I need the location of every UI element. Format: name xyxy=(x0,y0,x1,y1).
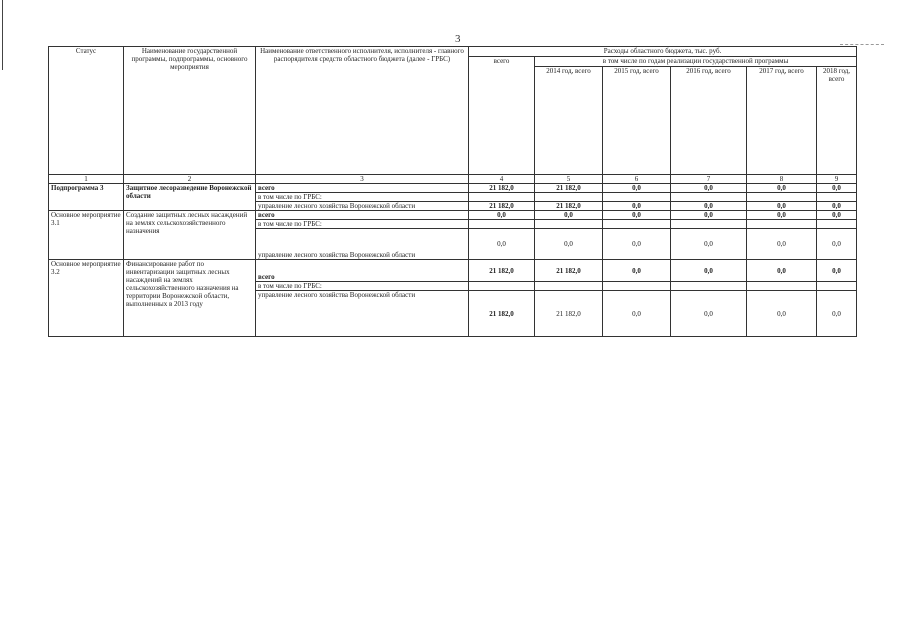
line-label: в том числе по ГРБС: xyxy=(256,193,469,202)
value-cell xyxy=(817,220,857,229)
header-program-name: Наименование государственной программы, подпрограммы, основного мероприятия xyxy=(124,47,256,175)
column-number: 7 xyxy=(671,175,747,184)
value-cell: 0,0 xyxy=(747,184,817,193)
value-cell: 0,0 xyxy=(603,229,671,260)
budget-table xyxy=(48,46,857,337)
value-cell: 0,0 xyxy=(535,229,603,260)
column-number: 2 xyxy=(124,175,256,184)
value-cell xyxy=(671,282,747,291)
value-cell xyxy=(671,220,747,229)
row-status: Основное мероприятие 3.2 xyxy=(49,260,124,337)
header-responsible: Наименование ответственного исполнителя, исполнителя - главного распорядителя средств областного бюджета (далее - ГРБС) xyxy=(256,47,469,175)
row-name: Создание защитных лесных насаждений на землях сельскохозяйственного назначения xyxy=(124,211,256,260)
value-cell: 0,0 xyxy=(747,229,817,260)
value-cell: 0,0 xyxy=(671,291,747,337)
value-cell: 0,0 xyxy=(603,260,671,282)
table-row xyxy=(49,211,857,220)
header-year-2014: 2014 год, всего xyxy=(535,67,603,175)
value-cell xyxy=(469,220,535,229)
line-label: управление лесного хозяйства Воронежской области xyxy=(256,291,469,337)
header-year-2017: 2017 год, всего xyxy=(747,67,817,175)
value-cell xyxy=(747,282,817,291)
column-number: 5 xyxy=(535,175,603,184)
value-cell: 0,0 xyxy=(817,211,857,220)
column-number: 1 xyxy=(49,175,124,184)
value-cell xyxy=(603,220,671,229)
line-label: всего xyxy=(256,211,469,220)
row-status: Подпрограмма 3 xyxy=(49,184,124,211)
value-cell xyxy=(747,193,817,202)
value-cell: 0,0 xyxy=(469,229,535,260)
value-cell: 0,0 xyxy=(603,202,671,211)
header-year-2018: 2018 год, всего xyxy=(817,67,857,175)
value-cell: 0,0 xyxy=(747,211,817,220)
value-cell: 21 182,0 xyxy=(535,184,603,193)
value-cell xyxy=(469,282,535,291)
value-cell xyxy=(817,193,857,202)
value-cell xyxy=(535,220,603,229)
value-cell: 0,0 xyxy=(817,229,857,260)
column-number-row xyxy=(49,175,857,184)
row-name: Финансирование работ по инвентаризации защитных лесных насаждений на землях сельскохозяйственного назначения на территории Воронежской области, выполненных в 2013 году xyxy=(124,260,256,337)
header-expenses: Расходы областного бюджета, тыс. руб. xyxy=(469,47,857,57)
value-cell xyxy=(469,193,535,202)
value-cell xyxy=(603,193,671,202)
header-year-2016: 2016 год, всего xyxy=(671,67,747,175)
line-label: всего xyxy=(256,260,469,282)
line-label: в том числе по ГРБС: xyxy=(256,282,469,291)
header-year-2015: 2015 год, всего xyxy=(603,67,671,175)
column-number: 9 xyxy=(817,175,857,184)
value-cell: 0,0 xyxy=(817,202,857,211)
header-including-years: в том числе по годам реализации государственной программы xyxy=(535,57,857,67)
line-label: управление лесного хозяйства Воронежской области xyxy=(256,229,469,260)
scan-margin-mark xyxy=(840,44,884,45)
row-status: Основное мероприятие 3.1 xyxy=(49,211,124,260)
value-cell: 21 182,0 xyxy=(469,260,535,282)
value-cell xyxy=(671,193,747,202)
value-cell: 0,0 xyxy=(817,184,857,193)
scan-left-edge-line xyxy=(2,0,3,70)
column-number: 4 xyxy=(469,175,535,184)
line-label: всего xyxy=(256,184,469,193)
value-cell: 0,0 xyxy=(671,211,747,220)
table-row xyxy=(49,184,857,193)
header-total: всего xyxy=(469,57,535,175)
value-cell: 0,0 xyxy=(817,291,857,337)
value-cell: 21 182,0 xyxy=(535,260,603,282)
value-cell: 0,0 xyxy=(671,229,747,260)
value-cell: 0,0 xyxy=(535,211,603,220)
value-cell: 0,0 xyxy=(671,184,747,193)
value-cell: 0,0 xyxy=(469,211,535,220)
value-cell xyxy=(535,193,603,202)
value-cell: 0,0 xyxy=(747,260,817,282)
page-number: 3 xyxy=(455,33,461,45)
value-cell: 0,0 xyxy=(671,202,747,211)
value-cell: 0,0 xyxy=(747,202,817,211)
value-cell: 0,0 xyxy=(747,291,817,337)
table-row xyxy=(49,260,857,282)
value-cell xyxy=(817,282,857,291)
value-cell: 0,0 xyxy=(817,260,857,282)
value-cell xyxy=(603,282,671,291)
value-cell: 0,0 xyxy=(603,291,671,337)
value-cell: 21 182,0 xyxy=(469,291,535,337)
line-label: в том числе по ГРБС: xyxy=(256,220,469,229)
value-cell: 0,0 xyxy=(603,211,671,220)
value-cell xyxy=(747,220,817,229)
value-cell: 21 182,0 xyxy=(469,202,535,211)
column-number: 6 xyxy=(603,175,671,184)
value-cell: 21 182,0 xyxy=(535,202,603,211)
column-number: 3 xyxy=(256,175,469,184)
value-cell: 0,0 xyxy=(671,260,747,282)
value-cell: 21 182,0 xyxy=(535,291,603,337)
header-status: Статус xyxy=(49,47,124,175)
value-cell: 0,0 xyxy=(603,184,671,193)
value-cell xyxy=(535,282,603,291)
line-label: управление лесного хозяйства Воронежской области xyxy=(256,202,469,211)
column-number: 8 xyxy=(747,175,817,184)
row-name: Защитное лесоразведение Воронежской области xyxy=(124,184,256,211)
value-cell: 21 182,0 xyxy=(469,184,535,193)
